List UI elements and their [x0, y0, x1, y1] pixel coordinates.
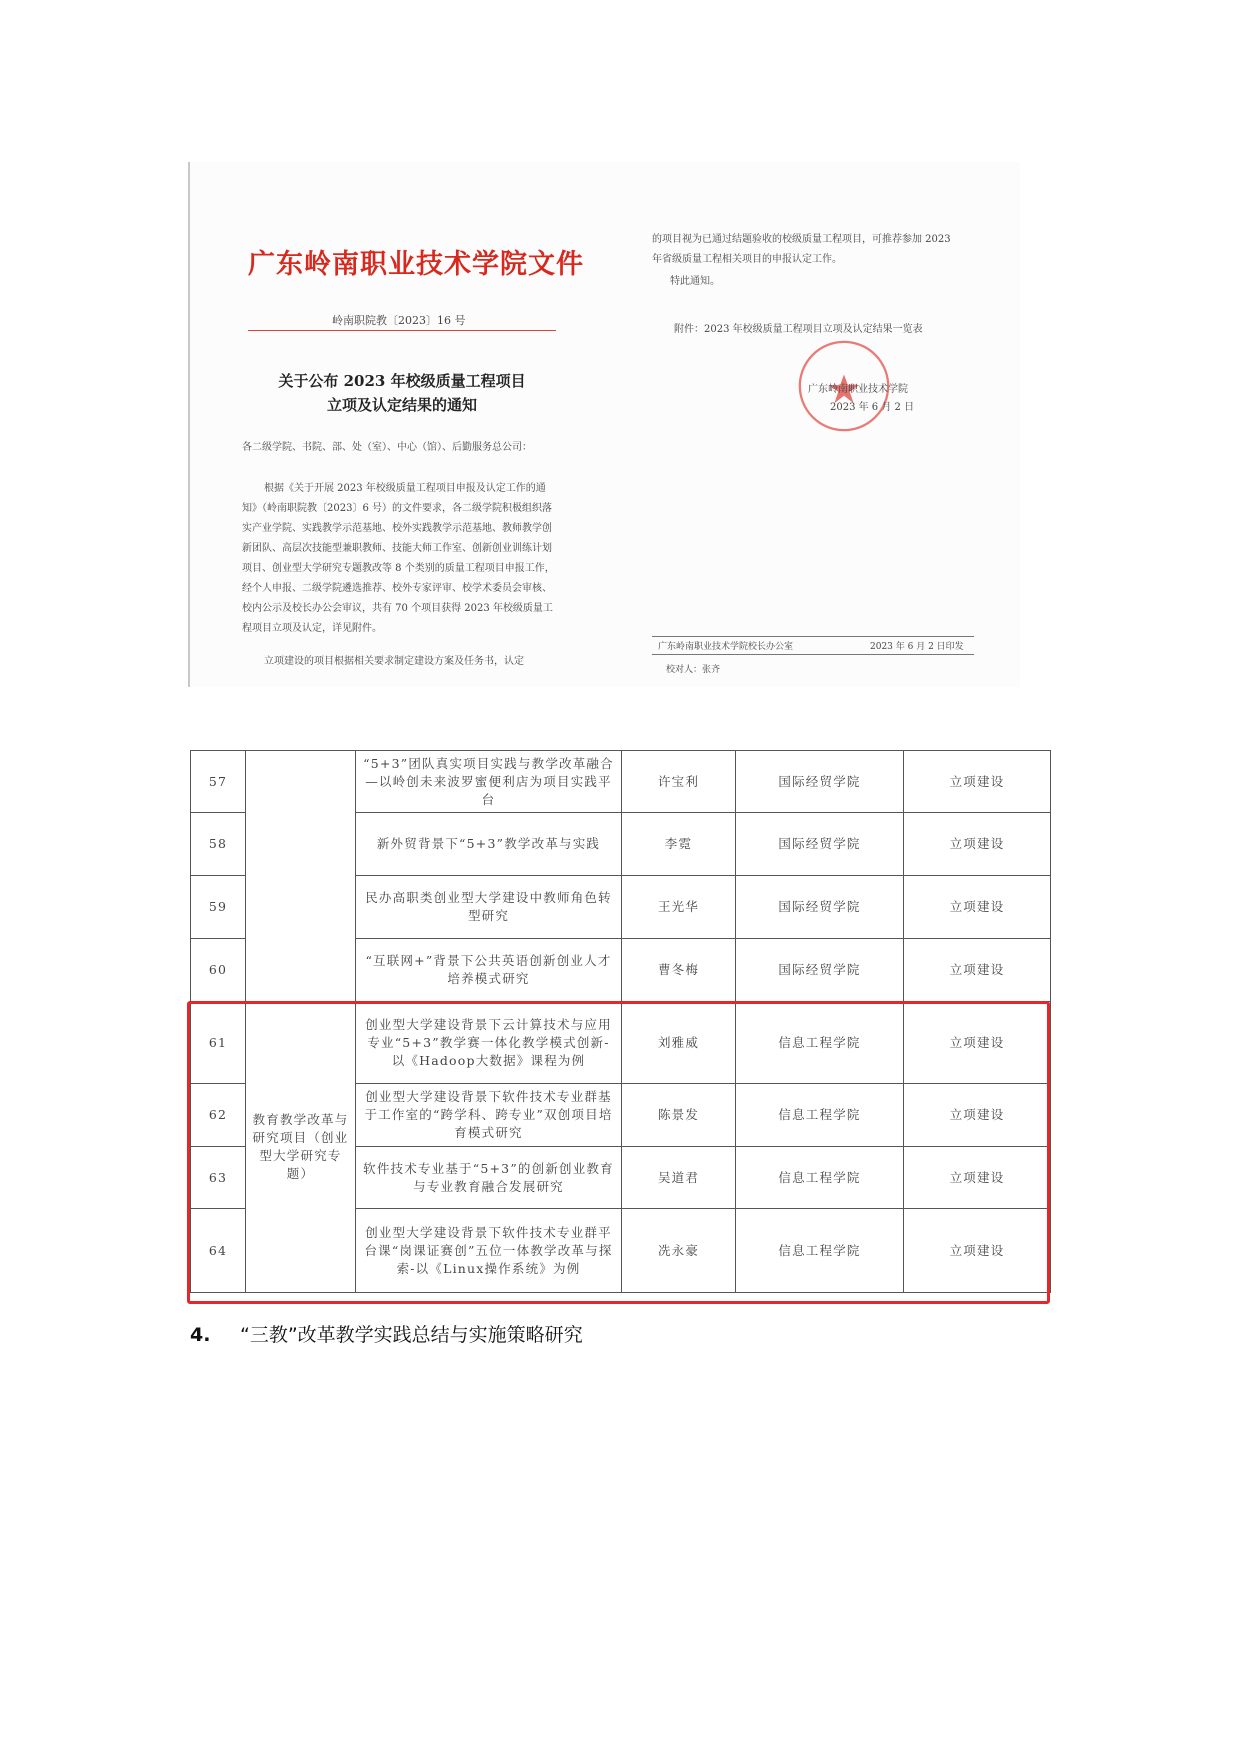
project-leader: 许宝利: [622, 751, 736, 813]
project-name: 创业型大学建设背景下软件技术专业群平台课“岗课证赛创”五位一体教学改革与探索-以《Linux操作系统》为例: [356, 1209, 622, 1293]
project-name: 新外贸背景下“5+3”教学改革与实践: [356, 813, 622, 876]
project-college: 信息工程学院: [736, 1084, 904, 1147]
row-number: 60: [191, 939, 246, 1002]
proofreader: 校对人：张齐: [666, 665, 721, 675]
notice-attachment: 附件：2023 年校级质量工程项目立项及认定结果一览表: [674, 324, 923, 335]
row-number: 59: [191, 876, 246, 939]
project-name: “互联网+”背景下公共英语创新创业人才培养模式研究: [356, 939, 622, 1002]
table-row: [191, 751, 1051, 813]
row-number: 57: [191, 751, 246, 813]
project-leader: 陈景发: [622, 1084, 736, 1147]
project-college: 国际经贸学院: [736, 939, 904, 1002]
notice-paragraph-1: 根据《关于开展 2023 年校级质量工程项目申报及认定工作的通知》（岭南职院教〔2023〕6 号）的文件要求，各二级学院积极组织落实产业学院、实践教学示范基地、校外实践教学示范基地、教师教学创新团队、高层次技能型兼职教师、技能大师工作室、创新创业训练计划项目、创业型大学研究专题教改等 8 个类别的质量工程项目申报工作，经个人申报、二级学院遴选推荐、校外专家评审、校学术委员会审核、校内公示及校长办公会审议，共有 70 个项目获得 2023 年校级质量工程项目立项及认定，详见附件。: [242, 483, 555, 634]
project-college: 信息工程学院: [736, 1147, 904, 1209]
project-leader: 李霓: [622, 813, 736, 876]
project-college: 国际经贸学院: [736, 751, 904, 813]
project-type: 立项建设: [904, 1002, 1051, 1084]
section-title: “三教”改革教学实践总结与实施策略研究: [240, 1324, 583, 1346]
category-cell: 教育教学改革与研究项目（创业型大学研究专题）: [246, 1002, 356, 1293]
document-header-title: 广东岭南职业技术学院文件: [248, 249, 584, 280]
notice-addressee: 各二级学院、书院、部、处（室）、中心（馆）、后勤服务总公司：: [242, 442, 532, 453]
project-type: 立项建设: [904, 1147, 1051, 1209]
project-name: 创业型大学建设背景下云计算技术与应用专业“5+3”教学赛一体化教学模式创新-以《Hadoop大数据》课程为例: [356, 1002, 622, 1084]
notice-title-line2: 立项及认定结果的通知: [326, 396, 477, 414]
project-type: 立项建设: [904, 1084, 1051, 1147]
notice-continuation: 的项目视为已通过结题验收的校级质量工程项目，可推荐参加 2023 年省级质量工程相关项目的申报认定工作。: [652, 234, 951, 265]
project-college: 国际经贸学院: [736, 813, 904, 876]
document-number: 岭南职院教〔2023〕16 号: [332, 314, 466, 327]
issuer-name: 广东岭南职业技术学院: [808, 384, 908, 395]
notice-closing: 特此通知。: [670, 276, 720, 287]
notice-title-line1: 关于公布 2023 年校级质量工程项目: [278, 372, 526, 390]
project-leader: 曹冬梅: [622, 939, 736, 1002]
issue-date: 2023 年 6 月 2 日: [830, 402, 915, 413]
header-divider: [248, 330, 556, 331]
project-type: 立项建设: [904, 813, 1051, 876]
project-name: 创业型大学建设背景下软件技术专业群基于工作室的“跨学科、跨专业”双创项目培育模式研究: [356, 1084, 622, 1147]
footer-rule-top: [652, 636, 974, 637]
project-leader: 刘雅威: [622, 1002, 736, 1084]
project-college: 国际经贸学院: [736, 876, 904, 939]
section-number: 4.: [190, 1324, 211, 1346]
row-number: 61: [191, 1002, 246, 1084]
row-number: 62: [191, 1084, 246, 1147]
row-number: 64: [191, 1209, 246, 1293]
project-type: 立项建设: [904, 1209, 1051, 1293]
project-name: 民办高职类创业型大学建设中教师角色转型研究: [356, 876, 622, 939]
row-number: 63: [191, 1147, 246, 1209]
project-leader: 冼永豪: [622, 1209, 736, 1293]
notice-paragraph-2: 立项建设的项目根据相关要求制定建设方案及任务书，认定: [264, 656, 524, 667]
project-leader: 王光华: [622, 876, 736, 939]
category-cell-empty: [246, 751, 356, 1002]
section-heading: [190, 1320, 583, 1347]
project-name: 软件技术专业基于“5+3”的创新创业教育与专业教育融合发展研究: [356, 1147, 622, 1209]
footer-office: 广东岭南职业技术学院校长办公室: [658, 642, 794, 652]
project-leader: 吴道君: [622, 1147, 736, 1209]
project-type: 立项建设: [904, 751, 1051, 813]
project-college: 信息工程学院: [736, 1209, 904, 1293]
scanned-notice: [188, 162, 1020, 687]
project-type: 立项建设: [904, 876, 1051, 939]
project-table-container: [190, 750, 1051, 1293]
row-number: 58: [191, 813, 246, 876]
project-type: 立项建设: [904, 939, 1051, 1002]
table-row: [191, 1002, 1051, 1084]
footer-printed-date: 2023 年 6 月 2 日印发: [870, 642, 964, 652]
project-college: 信息工程学院: [736, 1002, 904, 1084]
project-table: [190, 750, 1051, 1293]
footer-rule-bottom: [652, 654, 974, 655]
project-name: “5+3”团队真实项目实践与教学改革融合—以岭创未来波罗蜜便利店为项目实践平台: [356, 751, 622, 813]
